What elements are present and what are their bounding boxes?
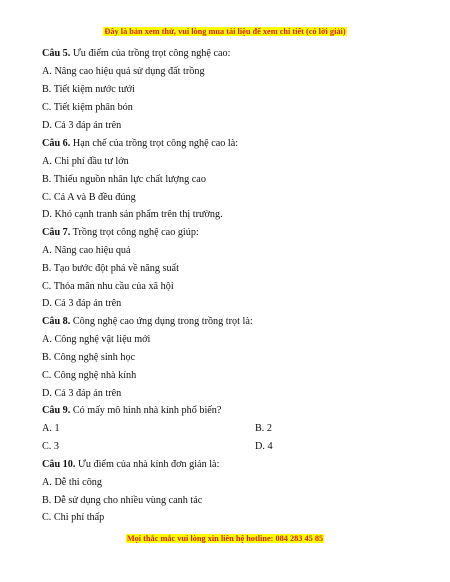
option-c: C. Tiết kiệm phân bón — [42, 102, 133, 113]
option-a: A. Nâng cao hiệu quả sử dụng đất trồng — [42, 66, 205, 77]
question-label: Câu 9. — [42, 405, 71, 416]
option-a: A. Chi phí đầu tư lớn — [42, 156, 129, 167]
option-d: D. Khó cạnh tranh sản phẩm trên thị trường. — [42, 209, 223, 220]
question-6 — [42, 138, 238, 150]
question-9 — [42, 405, 221, 417]
question-text: Trồng trọt công nghệ cao giúp: — [70, 227, 199, 238]
option-c: C. Cả A và B đều đúng — [42, 192, 136, 203]
option-b: B. Dễ sử dụng cho nhiều vùng canh tác — [42, 495, 203, 506]
option-b: B. Tạo bước đột phá về năng suất — [42, 263, 179, 274]
option-d: D. 4 — [255, 441, 273, 452]
option-d: D. Cả 3 đáp án trên — [42, 120, 122, 131]
question-text: Công nghệ cao ứng dụng trong trồng trọt là: — [70, 316, 253, 327]
preview-notice-banner — [0, 26, 450, 37]
question-label: Câu 10. — [42, 459, 76, 470]
option-b: B. Tiết kiệm nước tưới — [42, 84, 135, 95]
question-10 — [42, 459, 219, 471]
option-c: C. Công nghệ nhà kính — [42, 370, 137, 381]
question-label: Câu 7. — [42, 227, 71, 238]
question-text: Có mấy mô hình nhà kính phổ biến? — [70, 405, 222, 416]
question-text: Ưu điểm của nhà kính đơn giản là: — [75, 459, 220, 470]
option-d: D. Cả 3 đáp án trên — [42, 388, 122, 399]
hotline-text: Mọi thắc mắc vui lòng xin liên hệ hotline: 084 283 45 85 — [126, 534, 324, 543]
option-a: A. Dễ thi công — [42, 477, 102, 488]
hotline-banner — [0, 533, 450, 544]
option-a: A. Nâng cao hiệu quả — [42, 245, 131, 256]
question-label: Câu 6. — [42, 138, 71, 149]
question-text: Hạn chế của trồng trọt công nghệ cao là: — [70, 138, 239, 149]
preview-notice-text: Đây là bản xem thử, vui lòng mua tài liệu để xem chi tiết (có lời giải) — [104, 27, 346, 36]
option-b: B. Thiếu nguồn nhân lực chất lượng cao — [42, 174, 206, 185]
option-b: B. 2 — [255, 423, 272, 434]
question-8 — [42, 316, 253, 328]
question-label: Câu 8. — [42, 316, 71, 327]
option-c: C. 3 — [42, 441, 59, 452]
question-label: Câu 5. — [42, 48, 71, 59]
option-a: A. 1 — [42, 423, 60, 434]
question-text: Ưu điểm của trồng trọt công nghệ cao: — [70, 48, 231, 59]
question-5 — [42, 48, 230, 60]
option-c: C. Chi phí thấp — [42, 512, 105, 523]
option-c: C. Thỏa mãn nhu cầu của xã hội — [42, 281, 174, 292]
option-b: B. Công nghệ sinh học — [42, 352, 136, 363]
option-d: D. Cả 3 đáp án trên — [42, 298, 122, 309]
option-a: A. Công nghệ vật liệu mới — [42, 334, 151, 345]
question-7 — [42, 227, 199, 239]
